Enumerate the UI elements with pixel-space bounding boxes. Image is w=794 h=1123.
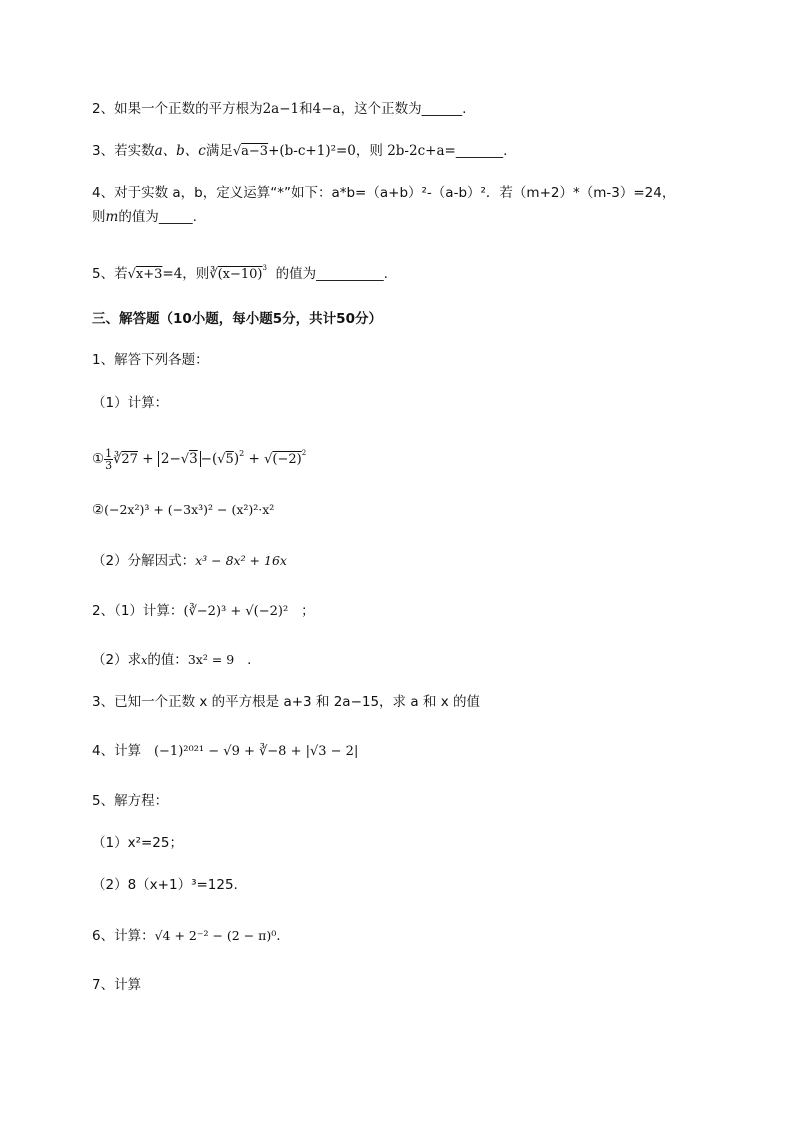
q5-cube-exp: 3	[262, 264, 267, 272]
p1-expr1: ① $\frac{1}{3}$ ∛27 + $2-√3 -(√5)^2 + √(-2)^2$	[92, 446, 307, 472]
p6-end: .	[276, 928, 281, 944]
p2-sub1: （1）计算：	[114, 603, 184, 619]
p4-expr: (−1)²⁰²¹ − √9 + ∛−8 + |√3 − 2|	[153, 744, 359, 759]
q5-blank: __________	[316, 266, 384, 282]
p5-number: 5、	[92, 793, 115, 809]
q3-end: .	[503, 143, 508, 159]
q3-rest: +(b-c+1)²=0，则 2b-2c+a=	[268, 143, 456, 159]
problem-4	[92, 741, 358, 762]
q5-eq: =4，则	[162, 266, 210, 282]
p1-e1-rad-in: (−2)	[272, 452, 302, 467]
q5-end: .	[383, 266, 388, 282]
q4-end: .	[192, 209, 197, 225]
q5-pre: 若	[114, 266, 128, 282]
p2-sub2-expr: 3x² = 9	[187, 652, 235, 667]
question-5	[92, 258, 388, 285]
p1-e1-mark: ①	[92, 451, 105, 467]
q3-radicand: a−3	[241, 144, 269, 159]
p1-e1-fraction	[104, 448, 113, 471]
q2-pre: 如果一个正数的平方根为	[114, 101, 263, 117]
q4-line2-pre: 则	[92, 209, 106, 225]
problem-2-line2	[92, 650, 251, 671]
p7-text: 计算	[114, 977, 142, 993]
problem-6	[92, 926, 281, 946]
p4-number: 4、	[92, 743, 115, 759]
q3-blank: _______	[455, 143, 504, 159]
p1-e2-mark: ②	[92, 502, 105, 518]
p4-pre: 计算	[114, 743, 142, 759]
q2-post: ，这个正数为	[340, 101, 422, 117]
p1-expr2	[92, 500, 274, 520]
q5-cube-arg: (x−10)	[217, 267, 263, 282]
p6-expr: √4 + 2⁻² − (2 − π)⁰	[154, 928, 277, 943]
p2-semicolon: ；	[301, 603, 315, 619]
q3-vars: a、b、c	[154, 143, 206, 159]
problem-7	[92, 975, 141, 995]
p5-sub1: （1）x²=25；	[92, 835, 183, 851]
p1-e1-frac-num: 1	[105, 446, 113, 460]
q2-expr2: 4−a	[312, 101, 341, 117]
q4-line2-post: 的值为	[118, 209, 159, 225]
p1-e1-cube-arg: 27	[121, 452, 138, 467]
p5-sub2: （2）8（x+1）³=125.	[92, 877, 238, 893]
p1-number: 1、	[92, 352, 115, 368]
p2-expr1: (∛−2)³ + √(−2)²	[183, 604, 289, 619]
p5-title: 解方程：	[114, 793, 169, 809]
q5-number: 5、	[92, 266, 115, 282]
p1-e1-rad5: 5	[225, 452, 234, 467]
p6-number: 6、	[92, 928, 115, 944]
q3-pre: 若实数	[114, 143, 155, 159]
p1-e1-rad-exp: 2	[301, 449, 307, 457]
p1-sub1: （1）计算：	[92, 395, 169, 411]
p1-sub2-expr: x³ − 8x² + 16x	[195, 553, 287, 568]
p1-e1-abs-a: 2−	[160, 451, 181, 467]
q3-mid: 满足	[205, 143, 233, 159]
problem-3: 3、已知一个正数 x 的平方根是 a+3 和 2a−15，求 a 和 x 的值	[92, 694, 480, 710]
p1-title: 解答下列各题：	[114, 352, 209, 368]
q2-blank: ______	[421, 101, 463, 117]
q4-var: m	[105, 209, 119, 225]
p7-number: 7、	[92, 977, 115, 993]
p1-e1-rest1: −(	[200, 451, 218, 467]
section-3-title: 三、解答题（10小题，每小题5分，共计50分）	[92, 311, 382, 327]
p2-sub2-var: x	[141, 654, 148, 667]
q2-number: 2、	[92, 101, 115, 117]
p1-e1-square: 2	[239, 449, 245, 458]
p1-e2-text: (−2x²)³ + (−3x³)² − (x²)²·x²	[104, 502, 275, 517]
question-4-line2	[92, 207, 197, 227]
q4-blank: _____	[158, 209, 193, 225]
problem-1-title	[92, 350, 209, 370]
question-3	[92, 141, 507, 162]
problem-5-title	[92, 791, 168, 811]
p1-e1-sqrt5-sign: √	[217, 452, 226, 467]
p1-e1-abs-rad: 3	[189, 451, 198, 467]
p2-end: .	[247, 652, 252, 668]
p6-pre: 计算：	[114, 928, 155, 944]
q5-sqrt-sign: √	[127, 267, 136, 282]
p1-e1-abs	[158, 451, 201, 467]
q4-number: 4、	[92, 185, 115, 201]
q5-post: 的值为	[275, 266, 317, 282]
p1-e1-sqrt-sign: √	[264, 452, 273, 467]
q2-end: .	[462, 101, 467, 117]
p1-e1-plus: +	[248, 451, 260, 467]
q4-line1: 对于实数 a，b，定义运算“*”如下：a*b=（a+b）²-（a-b）²．若（m+2）*（m-3）=24，	[114, 185, 676, 201]
p1-sub2-label: （2）分解因式：	[92, 553, 196, 569]
q2-expr1: 2a−1	[262, 101, 300, 117]
problem-2-line1	[92, 601, 315, 622]
p2-number: 2、	[92, 603, 115, 619]
q5-cbrt-sign: ∛	[209, 267, 218, 282]
p1-e1-cbrt-sign: ∛	[113, 452, 122, 467]
p1-e1-abs-sqrt: √	[180, 452, 190, 467]
question-4-line1	[92, 183, 675, 203]
q3-number: 3、	[92, 143, 115, 159]
p2-sub2-pre: （2）求	[92, 652, 142, 668]
p2-sub2-mid: 的值：	[147, 652, 188, 668]
p1-sub2	[92, 551, 287, 571]
p1-e1-rest2: )	[233, 451, 240, 467]
q3-sqrt-sign: √	[232, 144, 242, 159]
p1-e1-frac-den: 3	[105, 458, 113, 472]
question-2	[92, 99, 466, 119]
q2-mid: 和	[299, 101, 313, 117]
q5-radicand: x+3	[135, 267, 163, 282]
